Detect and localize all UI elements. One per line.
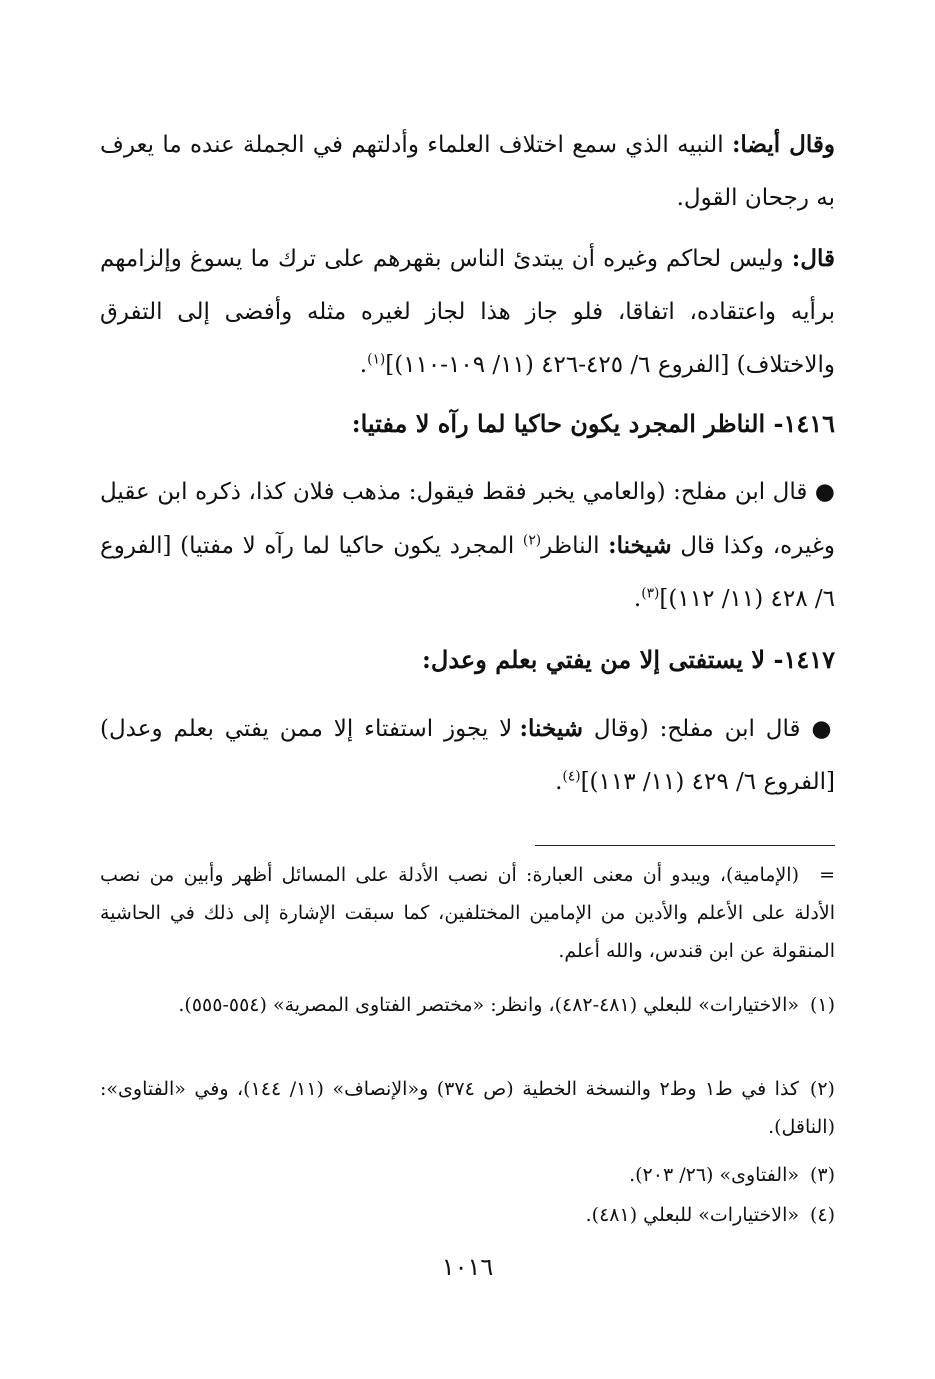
footnote-text: كذا في ط١ وط٢ والنسخة الخطية (ص ٣٧٤) و«الإنصاف» (١١/ ١٤٤)، وفي «الفتاوى»: (الناقل). — [100, 1078, 835, 1138]
paragraph-4-text-a: قال ابن مفلح: (وقال — [583, 716, 812, 742]
paragraph-3-text-b: الناظر — [541, 533, 609, 559]
footnote-3 — [100, 1156, 835, 1194]
footnote-ref-4[interactable]: (٤) — [562, 768, 581, 785]
footnote-ref-3[interactable]: (٣) — [641, 585, 660, 602]
section-title: لا يستفتى إلا من يفتي بعلم وعدل: — [422, 645, 766, 674]
footnote-mark: (٢) — [809, 1078, 835, 1100]
footnote-mark: (٣) — [809, 1164, 835, 1186]
footnote-2 — [100, 1070, 835, 1146]
section-heading-1417 — [100, 636, 835, 684]
footnote-ref-2[interactable]: (٢) — [522, 532, 542, 549]
paragraph-2-text: وليس لحاكم وغيره أن يبتدئ الناس بقهرهم على ترك ما يسوغ وإلزامهم برأيه واعتقاده، اتفاقا، فلو جاز هذا لجاز لغيره مثله وأفضى إلى التفرق والاختلاف) [الفروع ٦/ ٤٢٥-٤٢٦ (١١/ ١٠٩-١١٠)] — [100, 246, 835, 378]
section-heading-1416 — [100, 400, 835, 448]
paragraph-2 — [100, 232, 835, 392]
paragraph-3-text-a: قال ابن مفلح: (والعامي يخبر فقط فيقول: مذهب فلان كذا، ذكره ابن عقيل وغيره، وكذا قال — [100, 479, 835, 559]
paragraph-3-end: . — [633, 586, 642, 612]
bullet-icon: ● — [811, 716, 836, 742]
paragraph-2-end: . — [359, 352, 368, 378]
paragraph-1 — [100, 118, 835, 225]
footnote-text: «الاختيارات» للبعلي (٤٨١). — [585, 1204, 799, 1226]
footnote-4 — [100, 1196, 835, 1234]
paragraph-1-text: النبيه الذي سمع اختلاف العلماء وأدلتهم في الجملة عنده ما يعرف به رجحان القول. — [100, 132, 835, 211]
footnote-mark: (٤) — [809, 1204, 835, 1226]
section-number: ١٤١٧- — [773, 645, 835, 674]
footnote-ref-1[interactable]: (١) — [367, 351, 386, 368]
paragraph-4 — [100, 702, 835, 809]
paragraph-3 — [100, 466, 835, 626]
paragraph-3-bold: شيخنا: — [608, 532, 672, 559]
footnote-continuation — [100, 856, 835, 970]
paragraph-4-bold: شيخنا: — [519, 715, 584, 742]
section-number: ١٤١٦- — [773, 409, 835, 438]
footnote-continuation-text: (الإمامية)، ويبدو أن معنى العبارة: أن نصب الأدلة على المسائل أظهر وأبين من نصب الأدلة على الأعلم والأدين من الإمامين المختلفين، كما سبقت الإشارة إلى ذلك في الحاشية المنقولة عن ابن قندس، والله أعلم. — [100, 864, 835, 962]
section-title: الناظر المجرد يكون حاكيا لما رآه لا مفتيا: — [351, 409, 766, 438]
paragraph-3-text-c: المجرد يكون حاكيا لما رآه لا مفتيا) [الفروع ٦/ ٤٢٨ (١١/ ١١٢)] — [100, 533, 835, 612]
footnote-1 — [100, 986, 835, 1024]
footnote-separator — [535, 845, 835, 846]
paragraph-4-text-b: لا يجوز استفتاء إلا ممن يفتي بعلم وعدل) [الفروع ٦/ ٤٢٩ (١١/ ١١٣)] — [100, 716, 835, 795]
bullet-icon: ● — [814, 479, 835, 505]
continuation-mark: = — [819, 864, 835, 886]
footnote-mark: (١) — [809, 994, 835, 1016]
paragraph-4-end: . — [555, 769, 563, 795]
paragraph-1-label: وقال أيضا: — [731, 131, 835, 158]
footnote-text: «الاختيارات» للبعلي (٤٨١-٤٨٢)، وانظر: «مختصر الفتاوى المصرية» (٥٥٤-٥٥٥). — [178, 994, 799, 1016]
footnote-text: «الفتاوى» (٢٦/ ٢٠٣). — [629, 1164, 799, 1186]
page-number: ١٠١٦ — [441, 1253, 494, 1281]
paragraph-2-label: قال: — [791, 245, 835, 272]
